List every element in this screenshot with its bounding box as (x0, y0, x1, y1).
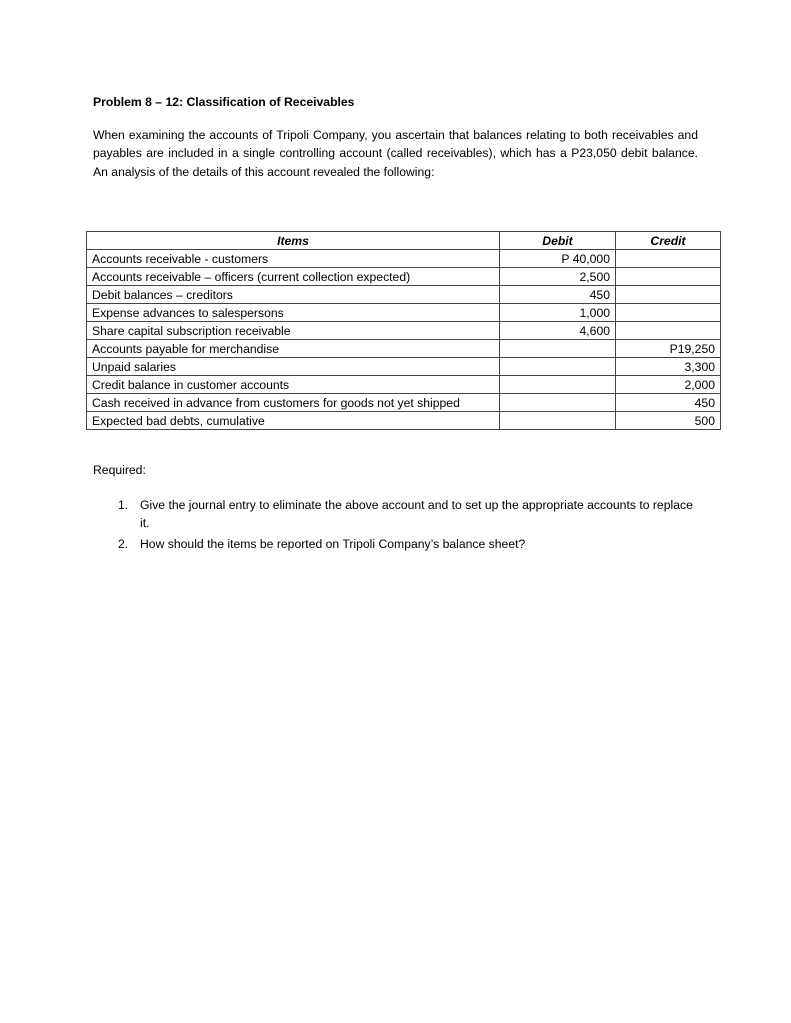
list-item (93, 496, 703, 533)
header-debit: Debit (500, 232, 616, 250)
item-cell: Share capital subscription receivable (87, 322, 500, 340)
item-cell: Credit balance in customer accounts (87, 376, 500, 394)
credit-cell (616, 250, 721, 268)
receivables-analysis-table (86, 231, 721, 430)
table-row (87, 250, 721, 268)
debit-cell: 4,600 (500, 322, 616, 340)
header-items: Items (87, 232, 500, 250)
requirement-text: How should the items be reported on Tripoli Company’s balance sheet? (140, 536, 526, 551)
credit-cell: 3,300 (616, 358, 721, 376)
debit-cell: 2,500 (500, 268, 616, 286)
required-heading: Required: (93, 463, 146, 477)
table-row (87, 268, 721, 286)
table-row (87, 322, 721, 340)
credit-cell: 2,000 (616, 376, 721, 394)
table-row (87, 412, 721, 430)
item-cell: Expense advances to salespersons (87, 304, 500, 322)
debit-cell: 450 (500, 286, 616, 304)
credit-cell (616, 322, 721, 340)
debit-cell: P 40,000 (500, 250, 616, 268)
requirements-list (93, 496, 703, 555)
item-cell: Accounts receivable - customers (87, 250, 500, 268)
debit-cell (500, 376, 616, 394)
table-row (87, 340, 721, 358)
credit-cell (616, 268, 721, 286)
list-marker: 1. (118, 498, 129, 512)
item-cell: Unpaid salaries (87, 358, 500, 376)
item-cell: Cash received in advance from customers for goods not yet shipped (87, 394, 500, 412)
table-row (87, 304, 721, 322)
list-marker: 2. (118, 536, 129, 551)
credit-cell: 450 (616, 394, 721, 412)
debit-cell (500, 358, 616, 376)
item-cell: Accounts payable for merchandise (87, 340, 500, 358)
table-row (87, 358, 721, 376)
header-credit: Credit (616, 232, 721, 250)
item-cell: Debit balances – creditors (87, 286, 500, 304)
item-cell: Expected bad debts, cumulative (87, 412, 500, 430)
table-row (87, 394, 721, 412)
requirement-text: Give the journal entry to eliminate the above account and to set up the appropriate accounts to replace it. (140, 498, 693, 531)
table-row (87, 286, 721, 304)
debit-cell (500, 340, 616, 358)
table-header-row (87, 232, 721, 250)
debit-cell (500, 394, 616, 412)
item-cell: Accounts receivable – officers (current collection expected) (87, 268, 500, 286)
debit-cell (500, 412, 616, 430)
debit-cell: 1,000 (500, 304, 616, 322)
credit-cell: P19,250 (616, 340, 721, 358)
credit-cell (616, 304, 721, 322)
problem-title: Problem 8 – 12: Classification of Receivables (93, 95, 355, 109)
credit-cell: 500 (616, 412, 721, 430)
list-item (93, 535, 703, 553)
credit-cell (616, 286, 721, 304)
problem-intro: When examining the accounts of Tripoli Company, you ascertain that balances relating to both receivables and payables are included in a single controlling account (called receivables), which has a P23,050 debit balance. An analysis of the details of this account revealed the following: (93, 128, 698, 179)
table-row (87, 376, 721, 394)
